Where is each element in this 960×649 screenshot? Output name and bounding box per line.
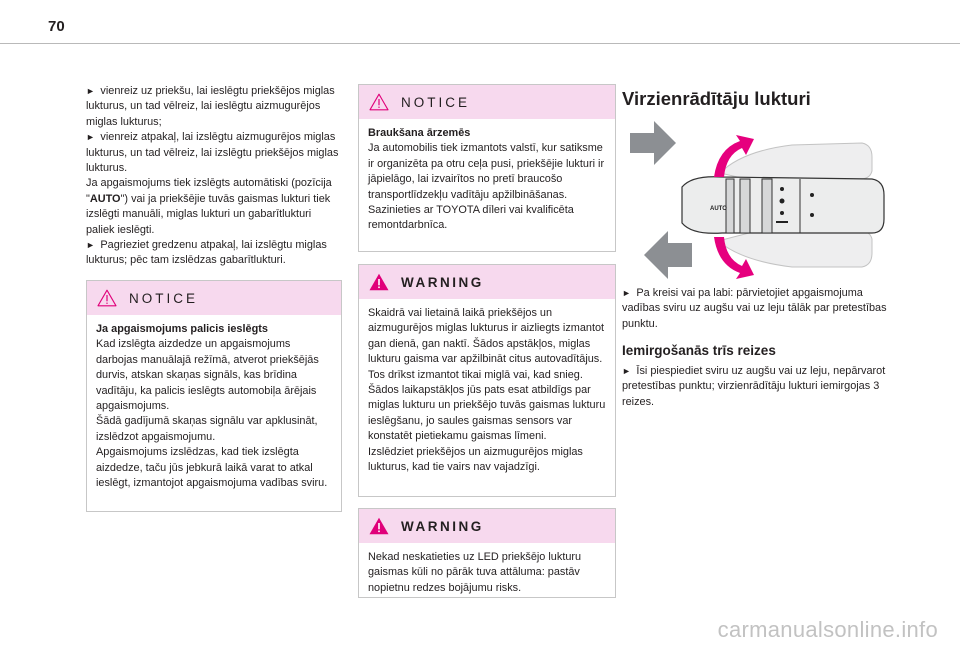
column-1-text [86,84,342,269]
notice-text: Kad izslēgta aizdedze un apgaismojums darbojas manuālajā režīmā, atverot priekšējās durvis, atskan skaņas signāls, kas brīdina vadītāju, ka palicis ieslēgts automobiļa ārējais apgaismojums. [96,338,319,413]
header-rule [0,43,960,44]
warning-triangle-icon [369,517,389,535]
notice-title: NOTICE [129,290,199,306]
right-arrow-icon [630,121,676,165]
notice-text: Apgaismojums izslēdzas, kad tiek izslēgta aizdedze, taču jūs jebkurā laikā varat to atkal ieslēgt, izmantojot apgaismojuma vadības sviru. [96,446,328,490]
warning-title: WARNING [401,518,484,534]
warning-header [359,265,615,299]
warning-triangle-icon [97,289,117,307]
notice-header [359,85,615,119]
warning-text: Skaidrā vai lietainā laikā priekšējos un aizmugurējos miglas lukturus ir aizliegts izmantot gan dienā, gan naktī. Šādos apstākļos, miglas lukturu gaisma var apžilbināt citus autovadītājus. Tos drīkst izmantot tikai miglā vai, kad snieg. [368,307,605,381]
page-number: 70 [48,18,65,35]
section-title: Virzienrādītāju lukturi [622,88,811,109]
paragraph: Ja apgaismojums tiek izslēgts automātiski (pozīcija "AUTO") vai ja priekšējie tuvās gaismas lukturi tiek izslēgti manuāli, miglas lukturi un gabarītlukturi paliek ieslēgti. [86,177,332,236]
notice-title: NOTICE [401,94,471,110]
column-3-text-2 [622,364,896,410]
notice-box-headlights [86,280,342,512]
notice-text: Sazinieties ar TOYOTA dīleri vai kvalificēta remontdarbnīca. [368,204,574,232]
watermark: carmanualsonline.info [717,617,938,642]
warning-text: Izslēdziet priekšējos un aizmugurējos miglas lukturus, kad tie vairs nav vajadzīgi. [368,445,583,474]
paragraph: ► vienreiz uz priekšu, lai ieslēgtu priekšējos miglas lukturus, un tad vēlreiz, lai ieslēgtu aizmugurējos miglas lukturus; [86,85,335,128]
subsection-title: Iemirgošanās trīs reizes [622,343,776,358]
notice-box-abroad [358,84,616,252]
notice-subheading: Ja apgaismojums palicis ieslēgts [96,323,268,335]
column-3-text [622,286,896,332]
paragraph: ► vienreiz atpakaļ, lai izslēgtu aizmugurējos miglas lukturus, un tad vēlreiz, lai izslēgtu priekšējos miglas lukturus. [86,131,339,175]
notice-subheading: Braukšana ārzemēs [368,127,471,139]
paragraph: ► Pa kreisi vai pa labi: pārvietojiet apgaismojuma vadības sviru uz augšu vai uz leju tālāk par pretestības punktu. [622,287,887,330]
left-arrow-icon [644,231,692,279]
warning-triangle-icon [369,273,389,291]
paragraph: ► Pagrieziet gredzenu atpakaļ, lai izslēgtu miglas lukturus; pēc tam izslēdzas gabarītlukturi. [86,239,327,267]
indicator-stalk-illustration [622,115,892,280]
warning-header [359,509,615,543]
notice-header [87,281,341,315]
warning-text: Nekad neskatieties uz LED priekšējo lukturu gaismas kūli no pārāk tuva attāluma: pastāv nopietnu redzes bojājumu risks. [368,551,582,594]
warning-box-led [358,508,616,598]
warning-title: WARNING [401,274,484,290]
warning-triangle-icon [369,93,389,111]
auto-label: AUTO [710,206,727,212]
paragraph: ► Īsi piespiediet sviru uz augšu vai uz leju, nepārvarot pretestības punktu; virzienrādītāju lukturi iemirgojas 3 reizes. [622,365,886,408]
warning-box-fog [358,264,616,497]
warning-text: Šādos laikapstākļos jūs pats esat atbildīgs par miglas lukturu un priekšējo tuvās gaismas lukturu ieslēgšanu, jo saules gaismas sensors var konstatēt pietiekamu gaismas līmeni. [368,384,606,443]
notice-text: Šādā gadījumā skaņas signālu var apklusināt, izslēdzot apgaismojumu. [96,415,318,443]
stalk-main [682,177,884,234]
notice-text: Ja automobilis tiek izmantots valstī, kur satiksme ir organizēta pa otru ceļa pusi, priekšējie lukturi ir jāpielāgo, lai izvairītos no pretī braucošo transportlīdzekļu vadītāju apžilbināšanas. [368,142,605,201]
